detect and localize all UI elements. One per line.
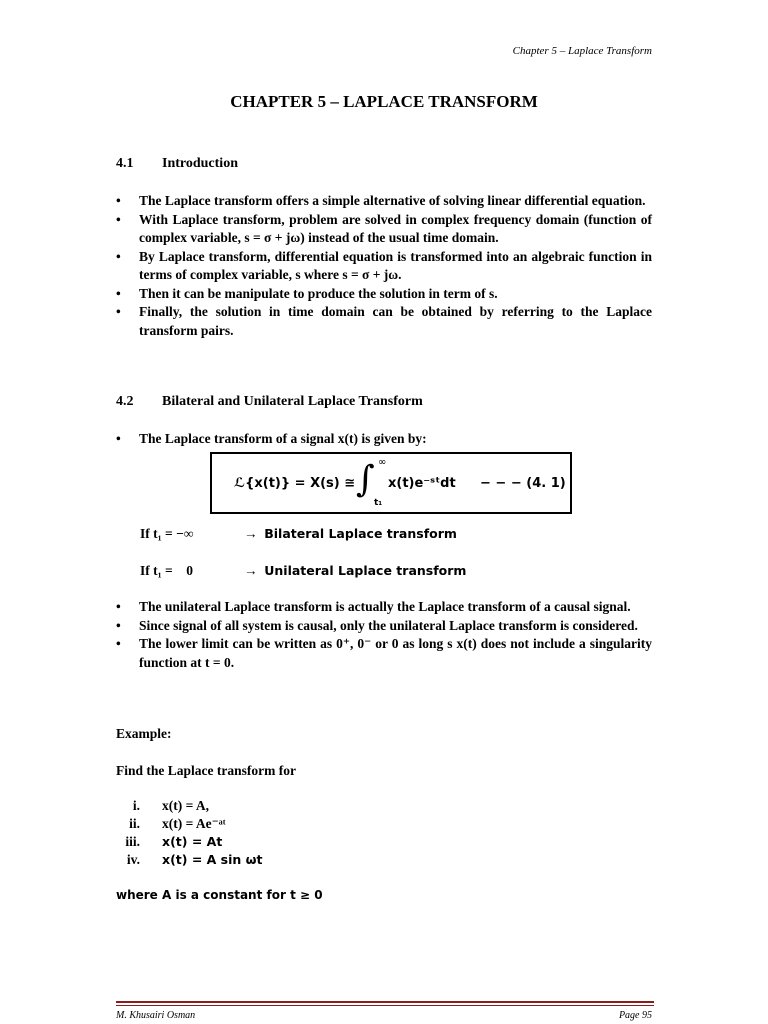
intro-bullet-list (116, 192, 652, 340)
list-item: • Finally, the solution in time domain can be obtained by referring to the Laplace transform pairs. (116, 304, 652, 338)
bullet-icon: • (116, 211, 121, 227)
integral-lower-limit: t₁ (374, 498, 383, 508)
bullet-icon: • (116, 599, 121, 614)
section-title: Bilateral and Unilateral Laplace Transform (162, 394, 423, 409)
list-item: • Since signal of all system is causal, only the unilateral Laplace transform is considered. (116, 617, 652, 636)
example-item-2: ii. x(t) = Ae⁻ᵃᵗ (129, 816, 226, 831)
list-item: • The lower limit can be written as 0⁺, 0⁻ or 0 as long s x(t) does not include a singularity function at t = 0. (116, 636, 652, 670)
example-item-1: i. x(t) = A, (132, 798, 210, 813)
example-item-4: iv. x(t) = A sin ωt (126, 852, 263, 867)
footer-author: M. Khusairi Osman (116, 1010, 196, 1021)
constant-condition: where A is a constant for t ≥ 0 (116, 888, 323, 902)
bullet-icon: • (116, 636, 121, 651)
section-title: Introduction (162, 156, 238, 171)
arrow-icon: → (244, 526, 258, 541)
section-number: 4.2 (116, 394, 134, 409)
unilateral-bullet-list (116, 598, 652, 672)
bullet-icon: • (116, 193, 121, 208)
section-number: 4.1 (116, 156, 134, 171)
section-heading-4-1 (116, 156, 238, 172)
bullet-icon: • (116, 248, 121, 264)
equation-number: − − − (4. 1) (480, 476, 566, 491)
list-item: • Then it can be manipulate to produce the solution in term of s. (116, 285, 652, 304)
list-item: • The unilateral Laplace transform is actually the Laplace transform of a causal signal. (116, 598, 652, 617)
list-item: • The Laplace transform offers a simple alternative of solving linear differential equation. (116, 192, 652, 211)
bullet-icon: • (116, 304, 121, 319)
bullet-icon: • (116, 285, 121, 301)
example-prompt: Find the Laplace transform for (116, 763, 296, 778)
example-label: Example: (116, 726, 172, 741)
equation-integrand: x(t)e⁻ˢᵗdt (388, 476, 456, 491)
equation-lhs: ℒ{x(t)} = X(s) ≅ (234, 476, 356, 491)
bullet-icon: • (116, 617, 121, 633)
footer-rule (116, 1001, 654, 1003)
chapter-title: CHAPTER 5 – LAPLACE TRANSFORM (230, 92, 538, 111)
list-item: • With Laplace transform, problem are solved in complex frequency domain (function of complex variable, s = σ + jω) instead of the usual time domain. (116, 211, 652, 245)
equation-box (210, 452, 572, 514)
bilateral-condition: If t₁ = −∞ → Bilateral Laplace transform (140, 526, 457, 541)
integral-upper-limit: ∞ (378, 457, 387, 468)
transform-intro-list (116, 430, 652, 449)
list-item: • The Laplace transform of a signal x(t) is given by: (116, 430, 652, 449)
list-item: • By Laplace transform, differential equation is transformed into an algebraic function in terms of complex variable, s where s = σ + jω. (116, 248, 652, 282)
bullet-icon: • (116, 431, 121, 446)
arrow-icon: → (244, 563, 258, 578)
footer-rule-thin (116, 1005, 654, 1006)
running-header: Chapter 5 – Laplace Transform (512, 45, 652, 57)
section-heading-4-2 (116, 394, 423, 410)
unilateral-condition: If t₁ = 0 → Unilateral Laplace transform (140, 563, 467, 578)
integral-sign: ∫ (356, 459, 375, 500)
example-item-3: iii. x(t) = At (125, 834, 223, 849)
footer-page-number: Page 95 (618, 1010, 652, 1021)
